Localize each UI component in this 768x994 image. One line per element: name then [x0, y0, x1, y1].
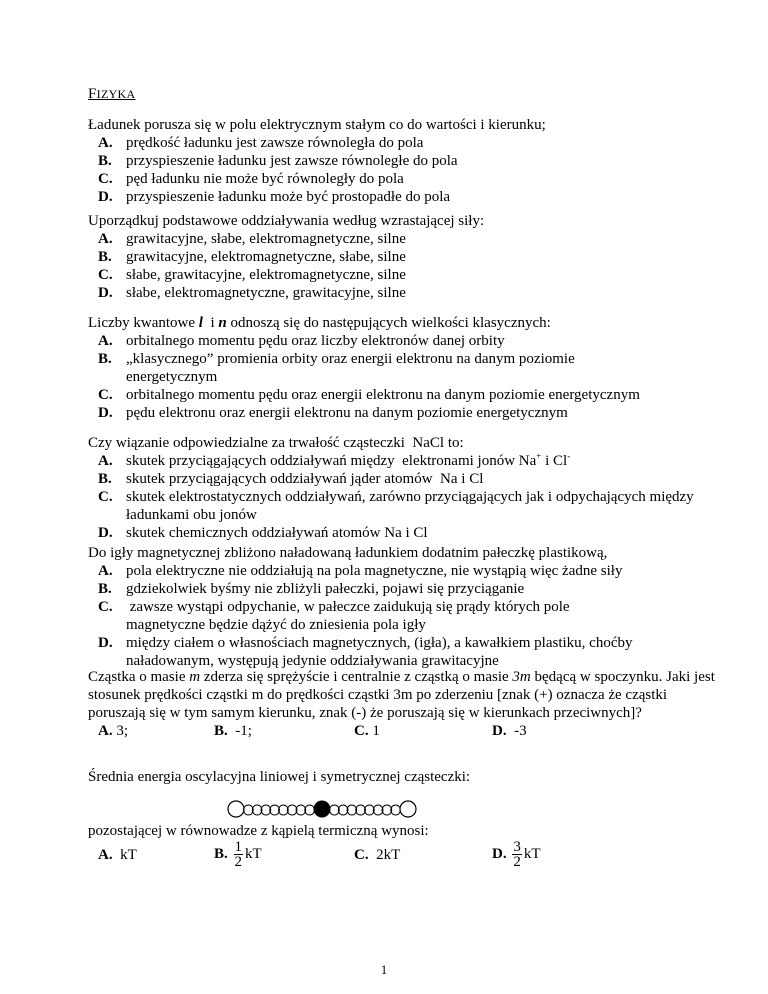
question-3	[88, 314, 698, 422]
spring-coil	[365, 805, 375, 815]
spring-coil	[287, 805, 297, 815]
question-stem: Uporządkuj podstawowe oddziaływania według wzrastającej siły:	[88, 213, 485, 229]
question-stem: Cząstka o masie m zderza się sprężyście i centralnie z cząstką o masie 3m będącą w spoczynku. Jaki jest stosunek prędkości cząstki m do prędkości cząstki 3m po zderzeniu [znak (+) oznacza że cząstki poruszają się w tym samym kierunku, znak (-) że poruszają się w kierunkach przeciwnych]?	[88, 669, 715, 721]
option-a: A. skutek przyciągających oddziaływań między elektronami jonów Na+ i Cl-	[98, 451, 571, 469]
section-title: FIZYKA	[88, 86, 136, 102]
spring-coil	[305, 805, 315, 815]
option-d: D. między ciałem o własnościach magnetycznych, (igła), a kawałkiem plastiku, choćby naładowanym, występują jedynie oddziaływania grawitacyjne	[98, 635, 633, 669]
fraction-one-half: $\frac{1}{2}$	[234, 839, 243, 870]
option-c: C. skutek elektrostatycznych oddziaływań, zarówno przyciągających jak i odpychających między ładunkami obu jonów	[98, 489, 694, 523]
option-b: B. przyspieszenie ładunku jest zawsze równoległe do pola	[98, 153, 458, 169]
question-stem: Ładunek porusza się w polu elektrycznym stałym co do wartości i kierunku;	[88, 117, 546, 133]
option-d: D. przyspieszenie ładunku może być prostopadłe do pola	[98, 189, 451, 205]
spring-coil	[338, 805, 348, 815]
question-6	[88, 668, 728, 740]
option-a: A. kT	[98, 846, 137, 863]
spring-coil	[373, 805, 383, 815]
option-c: C. słabe, grawitacyjne, elektromagnetyczne, silne	[98, 267, 406, 283]
option-c: C. 2kT	[354, 846, 401, 863]
fraction-three-halves: $\frac{3}{2}$	[513, 839, 521, 870]
spring-coil	[296, 805, 306, 815]
question-7-answers	[88, 840, 698, 869]
spring-coil	[356, 805, 366, 815]
option-a: A. orbitalnego momentu pędu oraz liczby elektronów danej orbity	[98, 333, 505, 349]
option-d: D. $\frac{3}{2}$ kT	[492, 839, 541, 870]
option-a: A. 3;	[98, 723, 129, 739]
answer-row	[88, 722, 728, 740]
option-a: A. pola elektryczne nie oddziałują na pola magnetyczne, nie wystąpią więc żadne siły	[98, 563, 623, 579]
question-stem: Liczby kwantowe l i n odnoszą się do następujących wielkości klasycznych:	[88, 315, 551, 331]
question-4	[88, 434, 698, 542]
option-d: D. pędu elektronu oraz energii elektronu na danym poziomie energetycznym	[98, 405, 568, 421]
spring-coil	[382, 805, 392, 815]
spring-coil	[244, 805, 254, 815]
question-2	[88, 212, 698, 302]
spring-coil	[252, 805, 262, 815]
option-c: C. orbitalnego momentu pędu oraz energii elektronu na danym poziomie energetycznym	[98, 387, 640, 403]
spring-coil	[261, 805, 271, 815]
option-d: D. -3	[492, 723, 527, 739]
question-7	[88, 768, 698, 786]
option-b: B. -1;	[214, 723, 252, 739]
question-5	[88, 544, 698, 670]
option-c: C. 1	[354, 723, 380, 739]
option-d: D. skutek chemicznych oddziaływań atomów Na i Cl	[98, 525, 428, 541]
spring-coil	[270, 805, 280, 815]
option-d: D. słabe, elektromagnetyczne, grawitacyjne, silne	[98, 285, 406, 301]
option-b: B. $\frac{1}{2}$ kT	[214, 839, 262, 870]
question-stem: Średnia energia oscylacyjna liniowej i symetrycznej cząsteczki:	[88, 769, 471, 785]
molecule-spring-icon	[226, 798, 426, 820]
option-b: B. „klasycznego” promienia orbity oraz energii elektronu na danym poziomie energetycznym	[98, 351, 575, 385]
option-b: B. skutek przyciągających oddziaływań jąder atomów Na i Cl	[98, 471, 484, 487]
question-1	[88, 116, 698, 206]
spring-coil	[279, 805, 289, 815]
molecule-spring-diagram	[226, 798, 426, 825]
option-a: A. grawitacyjne, słabe, elektromagnetyczne, silne	[98, 231, 406, 247]
spring-coil	[391, 805, 401, 815]
page-number: 1	[380, 962, 388, 977]
option-b: B. grawitacyjne, elektromagnetyczne, słabe, silne	[98, 249, 406, 265]
question-stem: Do igły magnetycznej zbliżono naładowaną ładunkiem dodatnim pałeczkę plastikową,	[88, 545, 608, 561]
option-c: C. zawsze wystąpi odpychanie, w pałeczce zaidukują się prądy których pole magnetyczne będzie dążyć do zniesienia pola igły	[98, 599, 574, 633]
spring-coil	[330, 805, 340, 815]
option-a: A. prędkość ładunku jest zawsze równoległa do pola	[98, 135, 424, 151]
spring-coil	[347, 805, 357, 815]
question-stem: Czy wiązanie odpowiedzialne za trwałość cząsteczki NaCl to:	[88, 435, 464, 451]
option-c: C. pęd ładunku nie może być równoległy do pola	[98, 171, 404, 187]
question-stem-2: pozostającej w równowadze z kąpielą termiczną wynosi:	[88, 823, 429, 839]
option-b: B. gdziekolwiek byśmy nie zbliżyli pałeczki, pojawi się przyciąganie	[98, 581, 525, 597]
